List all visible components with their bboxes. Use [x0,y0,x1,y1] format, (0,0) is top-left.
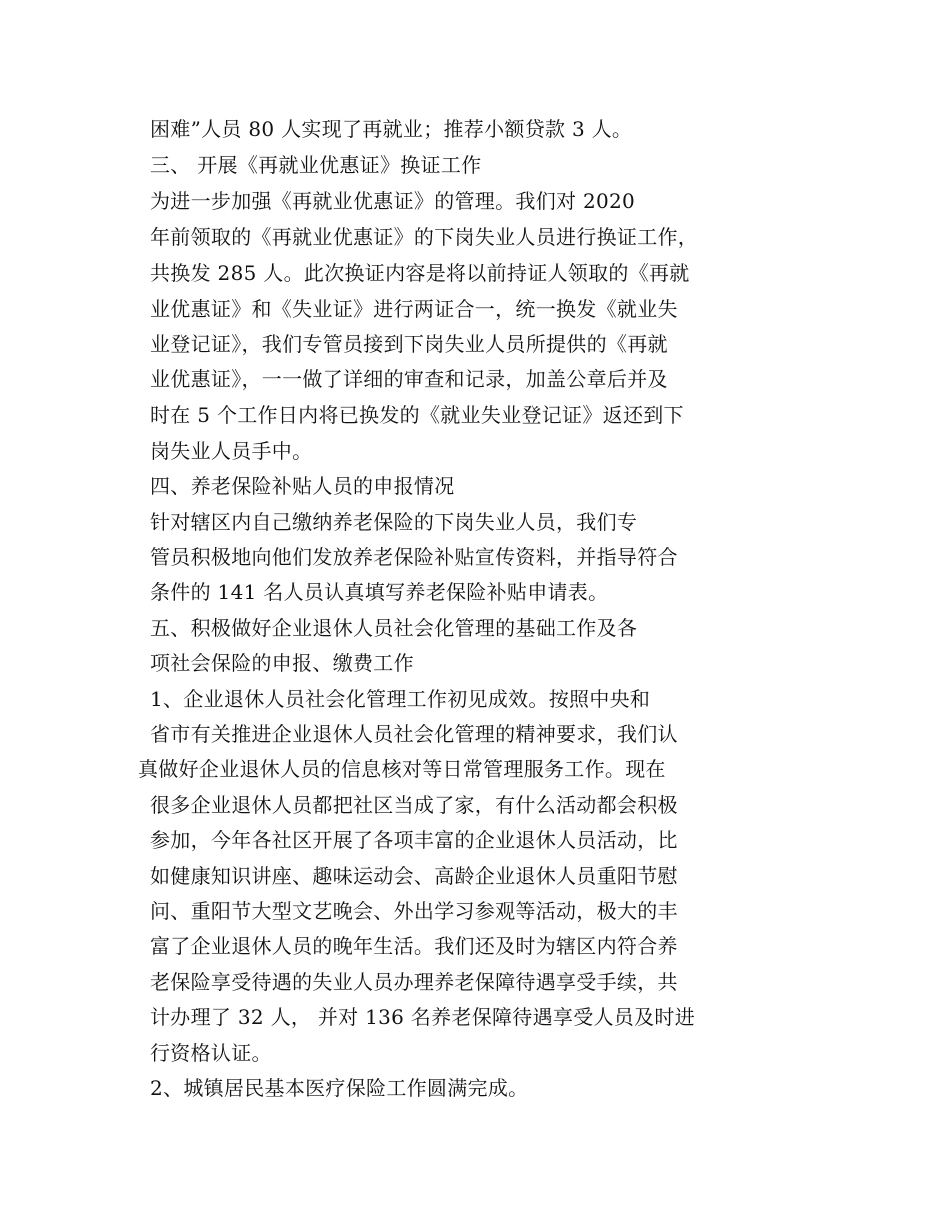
text-line: 行资格认证。 [150,1041,272,1065]
text-line: 困难”人员 80 人实现了再就业；推荐小额贷款 3 人。 [150,117,633,141]
text-line: 计办理了 32 人， 并对 136 名养老保障待遇享受人员及时进 [150,1005,696,1029]
text-line: 业登记证》，我们专管员接到下岗失业人员所提供的《再就 [150,332,668,356]
text-line: 业优惠证》和《失业证》进行两证合一，统一换发《就业失 [150,297,678,321]
section-heading: 三、 开展《再就业优惠证》换证工作 [150,153,482,177]
text-line: 针对辖区内自己缴纳养老保险的下岗失业人员，我们专 [150,510,638,534]
subsection-heading: 1、企业退休人员社会化管理工作初见成效。按照中央和 [150,687,651,711]
text-line: 业优惠证》，一一做了详细的审查和记录，加盖公章后并及 [150,367,668,391]
text-line: 条件的 141 名人员认真填写养老保险补贴申请表。 [150,580,609,604]
text-line: 年前领取的《再就业优惠证》的下岗失业人员进行换证工作， [150,225,699,249]
text-line: 时在 5 个工作日内将已换发的《就业失业登记证》返还到下 [150,403,684,427]
text-line: 参加，今年各社区开展了各项丰富的企业退休人员活动，比 [150,828,678,852]
text-line: 问、重阳节大型文艺晚会、外出学习参观等活动，极大的丰 [150,899,678,923]
text-line: 富了企业退休人员的晚年生活。我们还及时为辖区内符合养 [150,934,678,958]
text-line: 如健康知识讲座、趣味运动会、高龄企业退休人员重阳节慰 [150,864,678,888]
text-line: 管员积极地向他们发放养老保险补贴宣传资料，并指导符合 [150,545,678,569]
text-line: 真做好企业退休人员的信息核对等日常管理服务工作。现在 [138,757,666,781]
text-line: 省市有关推进企业退休人员社会化管理的精神要求，我们认 [150,722,678,746]
subsection-heading: 2、城镇居民基本医疗保险工作圆满完成。 [150,1076,529,1100]
text-line: 很多企业退休人员都把社区当成了家，有什么活动都会积极 [150,793,678,817]
section-heading: 四、养老保险补贴人员的申报情况 [150,474,455,498]
text-line: 为进一步加强《再就业优惠证》的管理。我们对 2020 [150,189,636,213]
text-line: 老保险享受待遇的失业人员办理养老保障待遇享受手续，共 [150,970,678,994]
text-line: 岗失业人员手中。 [150,439,313,463]
section-heading: 项社会保险的申报、缴费工作 [150,651,414,675]
section-heading: 五、积极做好企业退休人员社会化管理的基础工作及各 [150,616,638,640]
text-line: 共换发 285 人。此次换证内容是将以前持证人领取的《再就 [150,261,690,285]
